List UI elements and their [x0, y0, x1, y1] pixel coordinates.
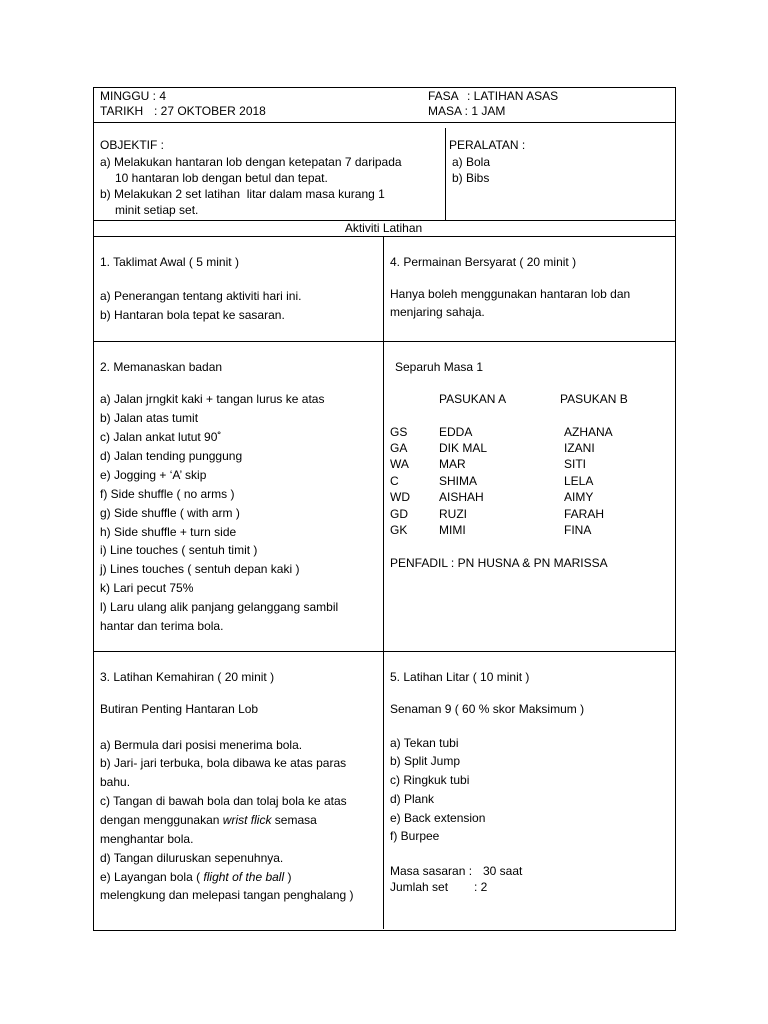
litar-subtitle: Senaman 9 ( 60 % skor Maksimum ): [390, 702, 585, 716]
kemahiran-line: b) Jari- jari terbuka, bola dibawa ke atas paras: [100, 756, 347, 770]
position: GK: [390, 523, 408, 537]
permainan-title: 4. Permainan Bersyarat ( 20 minit ): [390, 255, 577, 269]
player-b: SITI: [564, 457, 587, 471]
memanaskan-item: i) Line touches ( sentuh timit ): [100, 543, 258, 557]
litar-item: b) Split Jump: [390, 754, 461, 768]
separuh-title: Separuh Masa 1: [395, 360, 484, 374]
objektif-line: b) Melakukan 2 set latihan litar dalam masa kurang 1: [100, 187, 385, 201]
permainan-line: Hanya boleh menggunakan hantaran lob dan: [390, 287, 631, 301]
kemahiran-subtitle: Butiran Penting Hantaran Lob: [100, 702, 259, 716]
memanaskan-item: k) Lari pecut 75%: [100, 581, 194, 595]
peralatan-item: a) Bola: [452, 155, 491, 169]
kemahiran-text: e) Layangan bola (: [100, 870, 204, 884]
kemahiran-line: [100, 870, 291, 884]
taklimat-item: b) Hantaran bola tepat ke sasaran.: [100, 308, 285, 322]
permainan-line: menjaring sahaja.: [390, 305, 485, 319]
player-b: IZANI: [564, 441, 595, 455]
fasa-value: : LATIHAN ASAS: [467, 89, 559, 103]
player-a: EDDA: [439, 425, 473, 439]
memanaskan-item: j) Lines touches ( sentuh depan kaki ): [100, 562, 300, 576]
player-a: MIMI: [439, 523, 466, 537]
jumlah-set-value: : 2: [474, 880, 488, 894]
masa-sasaran-label: Masa sasaran :: [390, 864, 473, 878]
litar-item: e) Back extension: [390, 811, 486, 825]
kemahiran-text: dengan menggunakan: [100, 813, 223, 827]
pasukan-a-header: PASUKAN A: [439, 392, 507, 406]
player-b: FINA: [564, 523, 592, 537]
position: C: [390, 474, 399, 488]
memanaskan-item: a) Jalan jrngkit kaki + tangan lurus ke atas: [100, 392, 325, 406]
objektif-title: OBJEKTIF :: [100, 138, 165, 152]
memanaskan-item: g) Side shuffle ( with arm ): [100, 506, 240, 520]
objektif-line: a) Melakukan hantaran lob dengan ketepatan 7 daripada: [100, 155, 402, 169]
position: WD: [390, 490, 410, 504]
penfadil-text: PENFADIL : PN HUSNA & PN MARISSA: [390, 556, 608, 570]
objektif-line: 10 hantaran lob dengan betul dan tepat.: [115, 171, 328, 185]
kemahiran-line: a) Bermula dari posisi menerima bola.: [100, 738, 303, 752]
position: GS: [390, 425, 408, 439]
player-b: FARAH: [564, 507, 605, 521]
kemahiran-line: d) Tangan diluruskan sepenuhnya.: [100, 851, 284, 865]
litar-item: d) Plank: [390, 792, 435, 806]
tarikh-label: TARIKH: [100, 104, 144, 118]
fasa-label: FASA: [428, 89, 459, 103]
jumlah-set-label: Jumlah set: [390, 880, 449, 894]
kemahiran-emphasis: wrist flick: [222, 813, 272, 827]
memanaskan-item: hantar dan terima bola.: [100, 619, 224, 633]
kemahiran-text: ): [284, 870, 292, 884]
memanaskan-item: h) Side shuffle + turn side: [100, 525, 237, 539]
peralatan-title: PERALATAN :: [449, 138, 526, 152]
divider-header: [93, 122, 675, 123]
position: WA: [390, 457, 409, 471]
divider-aktiviti-title: [93, 236, 675, 237]
litar-title: 5. Latihan Litar ( 10 minit ): [390, 670, 530, 684]
litar-item: f) Burpee: [390, 829, 440, 843]
minggu-text: MINGGU : 4: [100, 89, 167, 103]
litar-item: c) Ringkuk tubi: [390, 773, 470, 787]
position: GD: [390, 507, 408, 521]
memanaskan-item: f) Side shuffle ( no arms ): [100, 487, 235, 501]
player-a: RUZI: [439, 507, 467, 521]
masa-sasaran-value: 30 saat: [483, 864, 523, 878]
position: GA: [390, 441, 408, 455]
player-a: SHIMA: [439, 474, 478, 488]
pasukan-b-header: PASUKAN B: [560, 392, 628, 406]
kemahiran-emphasis: flight of the ball: [203, 870, 285, 884]
taklimat-item: a) Penerangan tentang aktiviti hari ini.: [100, 289, 302, 303]
divider-row-1: [93, 341, 675, 342]
aktiviti-title: Aktiviti Latihan: [344, 221, 423, 235]
kemahiran-line: menghantar bola.: [100, 832, 194, 846]
kemahiran-line: c) Tangan di bawah bola dan tolaj bola ke atas: [100, 794, 347, 808]
memanaskan-item: c) Jalan ankat lutut 90˚: [100, 430, 222, 444]
kemahiran-line: melengkung dan melepasi tangan penghalang ): [100, 888, 354, 902]
memanaskan-item: d) Jalan tending punggung: [100, 449, 243, 463]
taklimat-title: 1. Taklimat Awal ( 5 minit ): [100, 255, 239, 269]
objektif-line: minit setiap set.: [115, 203, 199, 217]
divider-row-2: [93, 651, 675, 652]
kemahiran-text: semasa: [271, 813, 317, 827]
divider-objektif-peralatan: [445, 128, 446, 220]
kemahiran-title: 3. Latihan Kemahiran ( 20 minit ): [100, 670, 275, 684]
player-a: AISHAH: [439, 490, 484, 504]
kemahiran-line: [100, 813, 317, 827]
divider-columns: [383, 236, 384, 929]
player-b: LELA: [564, 474, 594, 488]
peralatan-item: b) Bibs: [452, 171, 490, 185]
kemahiran-line: bahu.: [100, 775, 131, 789]
litar-item: a) Tekan tubi: [390, 736, 459, 750]
memanaskan-item: e) Jogging + ‘A’ skip: [100, 468, 207, 482]
memanaskan-item: b) Jalan atas tumit: [100, 411, 199, 425]
player-b: AIMY: [564, 490, 594, 504]
masa-text: MASA : 1 JAM: [428, 104, 506, 118]
player-b: AZHANA: [564, 425, 613, 439]
player-a: MAR: [439, 457, 466, 471]
tarikh-value: : 27 OKTOBER 2018: [154, 104, 266, 118]
player-a: DIK MAL: [439, 441, 488, 455]
memanaskan-item: l) Laru ulang alik panjang gelanggang sambil: [100, 600, 339, 614]
memanaskan-title: 2. Memanaskan badan: [100, 360, 223, 374]
